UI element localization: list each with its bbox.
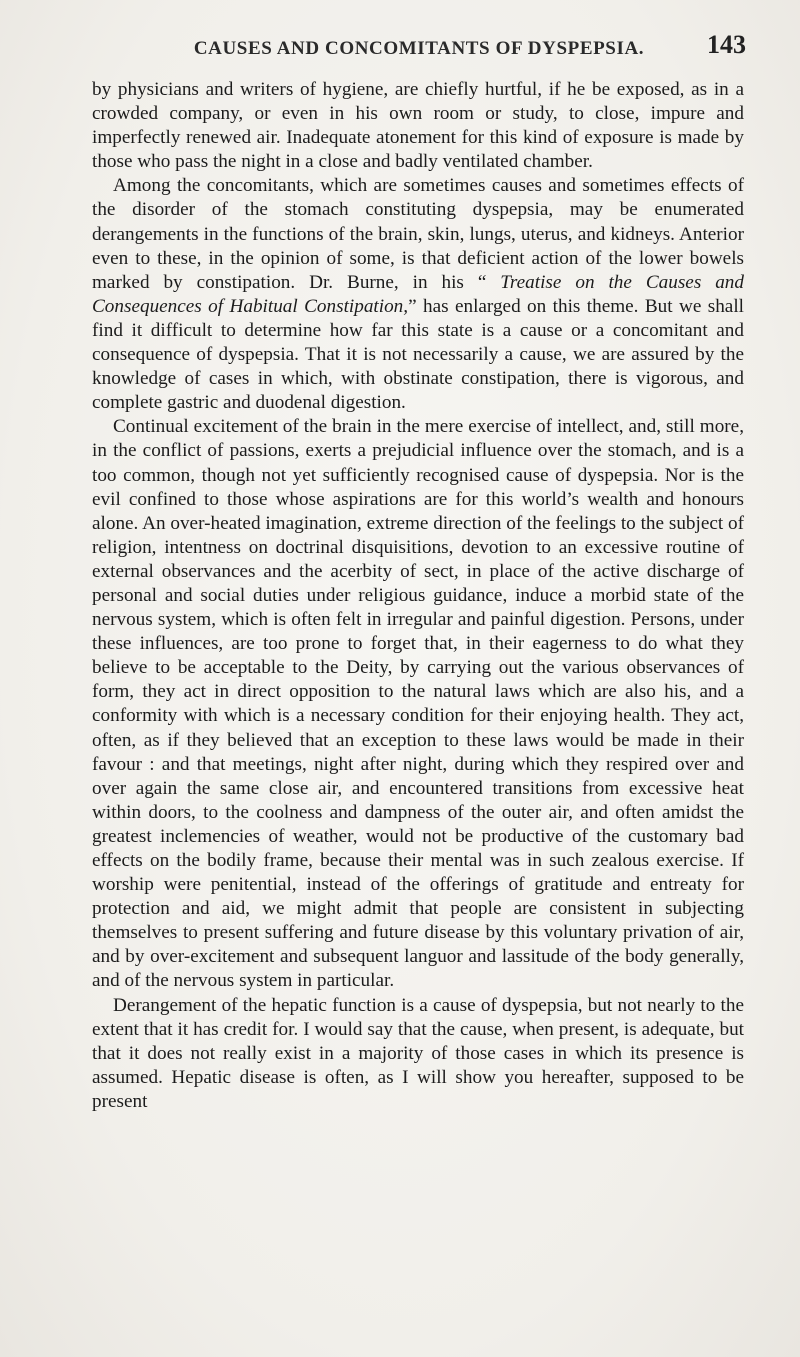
paragraph-2-text-a: Among the concomitants, which are sometimes causes and sometimes effects of the disorder of the stomach constituting dyspepsia, may be enumerated derangements in the functions of the brain, skin, lungs, uterus, and kidneys. Anterior even to these, in the opinion of some, is that deficient action of the lower bowels marked by constipation. Dr. Burne, in his “: [92, 175, 744, 293]
paragraph-4: [92, 994, 744, 1114]
page-header: [96, 30, 746, 66]
paragraph-3: [92, 415, 744, 993]
running-head: CAUSES AND CONCOMITANTS OF DYSPEPSIA.: [193, 38, 645, 59]
body-text: [92, 78, 744, 1114]
paragraph-3-text: Continual excitement of the brain in the mere exercise of intellect, and, still more, in the conflict of passions, exerts a prejudicial influence over the stomach, and is a too common, though not yet sufficiently recognised cause of dyspepsia. Nor is the evil confined to those whose aspirations are for this world’s wealth and honours alone. An over-heated imagination, extreme direction of the feelings to the subject of religion, intentness on doctrinal disquisitions, devotion to an excessive routine of external observances and the acerbity of sect, in place of the active discharge of personal and social duties under religious guidance, induce a morbid state of the nervous system, which is often felt in irregular and painful digestion. Persons, under these influences, are too prone to forget that, in their eagerness to do what they believe to be acceptable to the Deity, by carrying out the various observances of form, they act in direct opposition to the natural laws which are also his, and a conformity with which is a necessary condition for their enjoying health. They act, often, as if they believed that an exception to these laws would be made in their favour : and that meetings, night after night, during which they respired over and over again the same close air, and encountered transitions from excessive heat within doors, to the coolness and dampness of the outer air, and often amidst the greatest inclemencies of weather, would not be productive of the customary bad effects on the bodily frame, because their mental was in such zealous exercise. If worship were penitential, instead of the offerings of gratitude and entreaty for protection and aid, we might admit that people are consistent in subjecting themselves to present suffering and future disease by this voluntary privation of air, and by over-excitement and subsequent languor and lassitude of the body generally, and of the nervous system in particular.: [92, 416, 744, 992]
paragraph-1: [92, 78, 744, 174]
page-number: 143: [707, 30, 746, 59]
book-title: Treatise on the Causes and Consequences of Habitual Constipation,: [92, 271, 744, 317]
paragraph-2: [92, 174, 744, 415]
paragraph-2-text-b: ” has enlarged on this theme. But we shall find it difficult to determine how far this state is a cause or a concomitant and consequence of dyspepsia. That it is not necessarily a cause, we are assured by the knowledge of cases in which, with obstinate constipation, there is vigorous, and complete gastric and duodenal digestion.: [92, 295, 744, 414]
paragraph-4-text: Derangement of the hepatic function is a cause of dyspepsia, but not nearly to the extent that it has credit for. I would say that the cause, when present, is adequate, but that it does not really exist in a majority of those cases in which its presence is assumed. Hepatic disease is often, as I will show you hereafter, supposed to be present: [92, 994, 744, 1112]
paragraph-1-text: by physicians and writers of hygiene, are chiefly hurtful, if he be exposed, as in a crowded company, or even in his own room or study, to close, impure and imperfectly renewed air. Inadequate atonement for this kind of exposure is made by those who pass the night in a close and badly ventilated chamber.: [92, 79, 744, 173]
